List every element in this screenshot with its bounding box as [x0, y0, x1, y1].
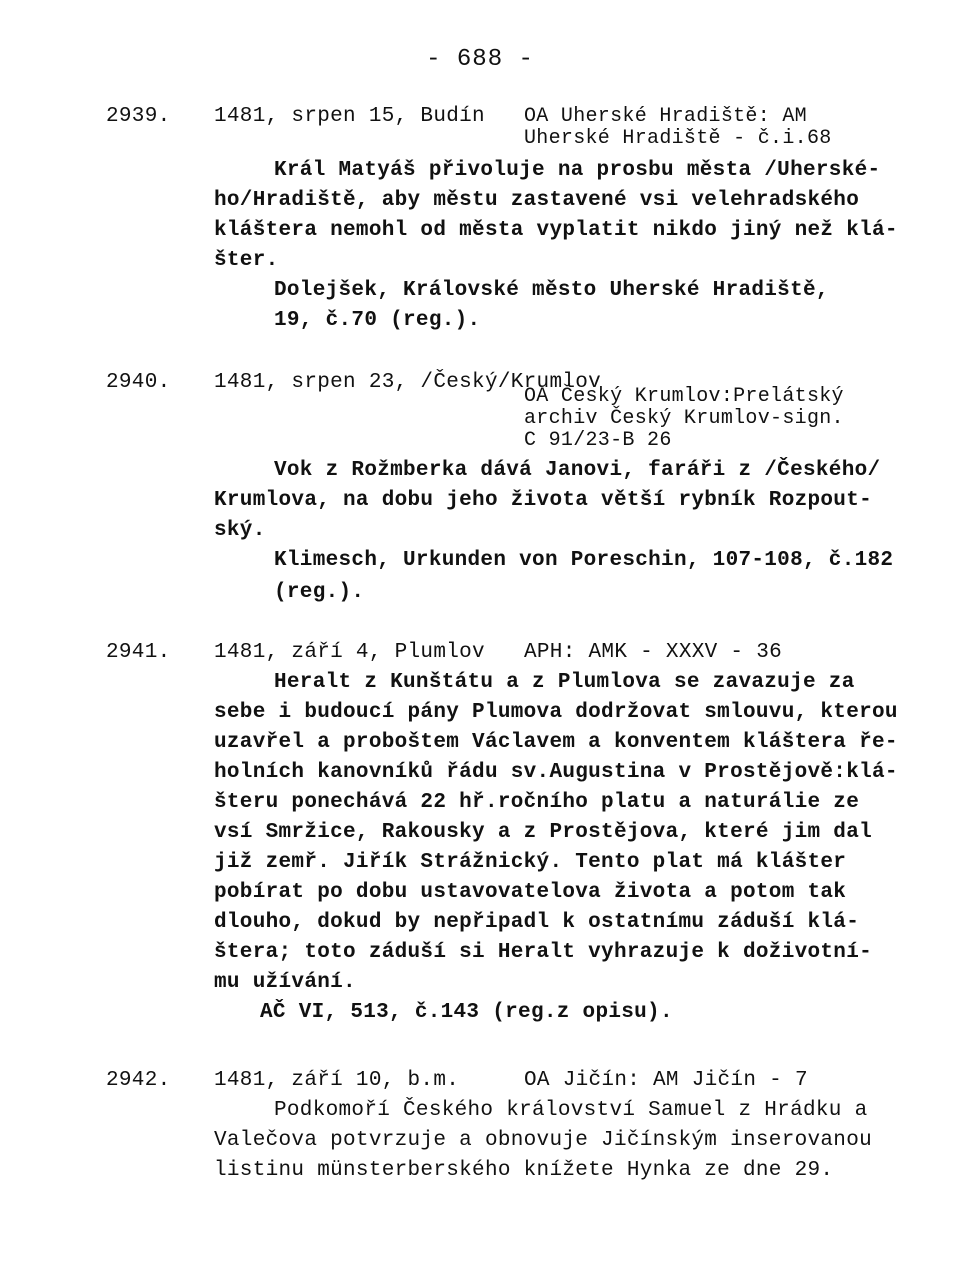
entry-text-line: listinu münsterberského knížete Hynka ze dne 29.	[214, 1159, 834, 1182]
entry-source-line: Uherské Hradiště - č.i.68	[524, 127, 832, 150]
entry-date-place: 1481, září 10, b.m.	[214, 1069, 460, 1092]
entry-text-line: dlouho, dokud by nepřipadl k ostatnímu záduší klá-	[214, 911, 860, 934]
entry-reference-line: 19, č.70 (reg.).	[274, 309, 481, 332]
entry-text-line: kláštera nemohl od města vyplatit nikdo jiný než klá-	[214, 219, 898, 242]
entry-source-line: APH: AMK - XXXV - 36	[524, 641, 783, 664]
entry-text-line: šter.	[214, 249, 279, 272]
entry-source-line: archiv Český Krumlov-sign.	[524, 407, 844, 430]
entry-text-line: již zemř. Jiřík Strážnický. Tento plat má klášter	[214, 851, 847, 874]
entry-text-line: sebe i budoucí pány Plumova dodržovat smlouvu, kterou	[214, 701, 898, 724]
entry-date-place: 1481, srpen 15, Budín	[214, 105, 485, 128]
entry-text-line: Heralt z Kunštátu a z Plumlova se zavazuje za	[274, 671, 855, 694]
entry-source-line: OA Jičín: AM Jičín - 7	[524, 1069, 808, 1092]
entry-date-place: 1481, srpen 23, /Český/Krumlov	[214, 371, 602, 394]
entry-number: 2940.	[106, 371, 171, 394]
entry-text-line: pobírat po dobu ustavovatelova života a potom tak	[214, 881, 847, 904]
entry-date-place: 1481, září 4, Plumlov	[214, 641, 485, 664]
entry-text-line: Vok z Rožmberka dává Janovi, faráři z /Českého/	[274, 459, 881, 482]
entry-text-line: ho/Hradiště, aby městu zastavené vsi velehradského	[214, 189, 860, 212]
entry-text-line: Valečova potvrzuje a obnovuje Jičínským inserovanou	[214, 1129, 873, 1152]
entry-text-line: holních kanovníků řádu sv.Augustina v Prostějově:klá-	[214, 761, 898, 784]
entry-reference-line: (reg.).	[274, 581, 365, 604]
entry-reference-line: Klimesch, Urkunden von Poreschin, 107-108, č.182	[274, 549, 894, 572]
entry-source-line: OA Uherské Hradiště: AM	[524, 105, 807, 128]
entry-source-line: OA Český Krumlov:Prelátský	[524, 385, 844, 408]
entry-text-line: štera; toto záduší si Heralt vyhrazuje k doživotní-	[214, 941, 873, 964]
entry-text-line: mu užívání.	[214, 971, 356, 994]
entry-reference-line: Dolejšek, Královské město Uherské Hradiště,	[274, 279, 829, 302]
entry-text-line: šteru ponechává 22 hř.ročního platu a naturálie ze	[214, 791, 860, 814]
entry-text-line: ský.	[214, 519, 266, 542]
entry-number: 2942.	[106, 1069, 171, 1092]
page-number: - 688 -	[426, 46, 534, 73]
entry-number: 2941.	[106, 641, 171, 664]
entry-text-line: Král Matyáš přivoluje na prosbu města /Uherské-	[274, 159, 881, 182]
entry-reference-line: AČ VI, 513, č.143 (reg.z opisu).	[260, 1001, 673, 1024]
entry-text-line: uzavřel a proboštem Václavem a konventem kláštera ře-	[214, 731, 898, 754]
entry-text-line: Krumlova, na dobu jeho života větší rybník Rozpout-	[214, 489, 873, 512]
entry-source-line: C 91/23-B 26	[524, 429, 672, 452]
entry-text-line: Podkomoří Českého království Samuel z Hrádku a	[274, 1099, 868, 1122]
entry-number: 2939.	[106, 105, 171, 128]
entry-text-line: vsí Smržice, Rakousky a z Prostějova, které jim dal	[214, 821, 873, 844]
